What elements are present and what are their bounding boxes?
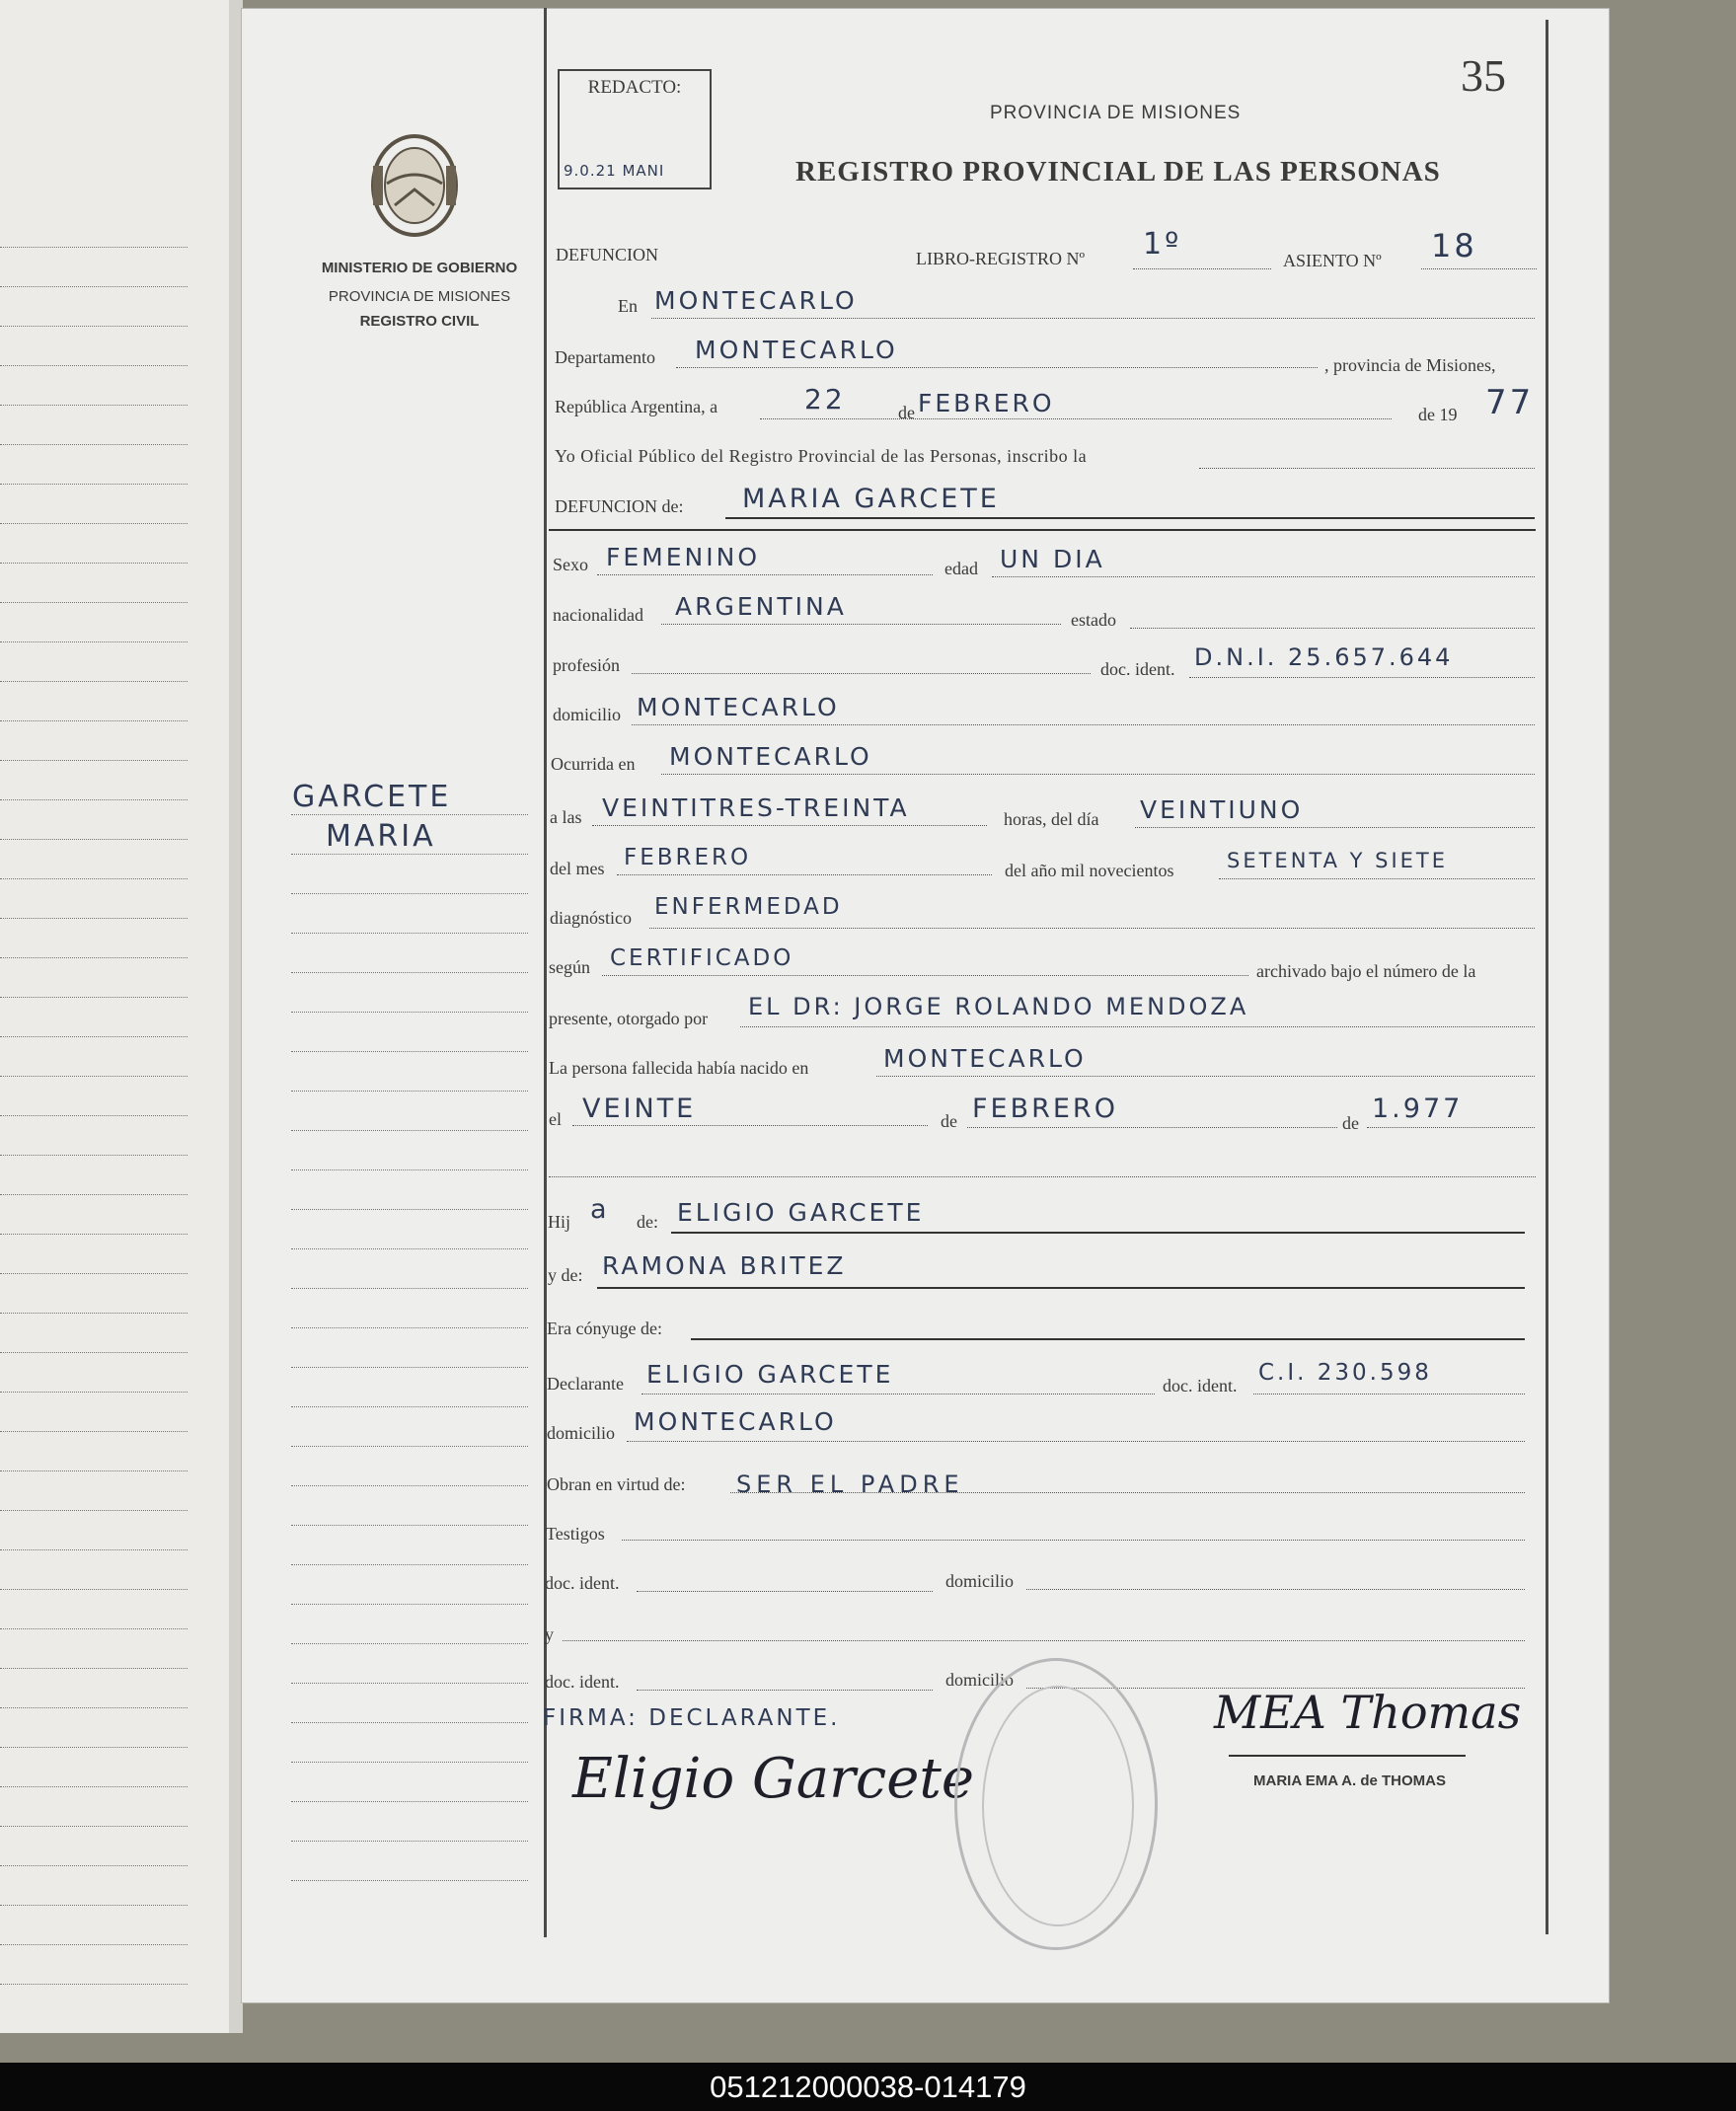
departamento-line	[676, 367, 1318, 368]
left-page-rule	[0, 1155, 188, 1156]
sexo-label: Sexo	[553, 555, 588, 574]
official-name: MARIA EMA A. de THOMAS	[1253, 1772, 1446, 1789]
diagnostico-value: ENFERMEDAD	[654, 894, 843, 920]
margin-rule	[291, 1288, 528, 1289]
declarante-dom-value: MONTECARLO	[634, 1407, 837, 1436]
left-page-rule	[0, 760, 188, 761]
ministry-line-3: REGISTRO CIVIL	[359, 313, 480, 330]
de2-label: de	[941, 1111, 957, 1131]
defuncion-de-line	[725, 517, 1535, 519]
yde-value: RAMONA BRITEZ	[602, 1251, 847, 1280]
left-page-rule	[0, 1747, 188, 1748]
en-value: MONTECARLO	[654, 286, 858, 315]
declarante-doc-label: doc. ident.	[1163, 1376, 1238, 1395]
asiento-line	[1421, 268, 1537, 269]
left-page-rule	[0, 1786, 188, 1787]
de-label: de	[898, 403, 915, 422]
left-page-rule	[0, 839, 188, 840]
dia-texto-value: VEINTIUNO	[1140, 795, 1304, 824]
y-label: y	[545, 1624, 554, 1644]
left-page-rule	[0, 918, 188, 919]
left-page-rule	[0, 720, 188, 721]
margin-rule	[291, 1248, 528, 1249]
left-page-rule	[0, 1826, 188, 1827]
left-page-rule	[0, 484, 188, 485]
left-page-rule	[0, 1313, 188, 1314]
yde-line	[597, 1287, 1525, 1289]
de3-value: 1.977	[1372, 1093, 1464, 1124]
nacionalidad-label: nacionalidad	[553, 605, 643, 625]
left-page-rule	[0, 799, 188, 800]
delmes-line	[617, 874, 992, 875]
left-page-rule	[0, 1470, 188, 1471]
registry-seal	[954, 1658, 1158, 1950]
delanio-label: del año mil novecientos	[1005, 861, 1174, 880]
column-rule-right	[1546, 20, 1548, 1934]
testigo1-dom-line	[1026, 1589, 1525, 1590]
left-page-rule	[0, 1115, 188, 1116]
left-page-rule	[0, 1392, 188, 1393]
redacto-box	[558, 69, 712, 189]
doc-ident-label: doc. ident.	[1100, 659, 1175, 679]
doc-ident-value: D.N.I. 25.657.644	[1194, 643, 1454, 671]
presente-label: presente, otorgado por	[549, 1009, 709, 1028]
el-value: VEINTE	[582, 1093, 697, 1124]
official-signature: MEA Thomas	[1214, 1686, 1522, 1739]
presente-value: EL DR: JORGE ROLANDO MENDOZA	[748, 993, 1249, 1020]
de2-value: FEBRERO	[972, 1093, 1118, 1124]
left-page-rule	[0, 523, 188, 524]
sexo-line	[597, 574, 933, 575]
left-page-rule	[0, 365, 188, 366]
departamento-label: Departamento	[555, 347, 655, 367]
conyuge-line	[691, 1338, 1525, 1340]
en-line	[651, 318, 1535, 319]
delanio-line	[1219, 878, 1535, 879]
provincia-suffix: , provincia de Misiones,	[1324, 355, 1496, 375]
declarante-doc-line	[1253, 1394, 1525, 1395]
anio-value: 77	[1485, 383, 1535, 422]
margin-rule	[291, 1446, 528, 1447]
asiento-value: 18	[1431, 227, 1477, 264]
delmes-value: FEBRERO	[624, 845, 752, 870]
registry-seal-inner-ring	[982, 1686, 1134, 1926]
margin-rule	[291, 1169, 528, 1170]
oficial-line	[1199, 468, 1535, 469]
blank-line	[549, 1176, 1536, 1177]
ocurrida-line	[661, 774, 1535, 775]
nacionalidad-value: ARGENTINA	[675, 592, 847, 621]
redacto-title: REDACTO:	[587, 77, 682, 98]
margin-rule	[291, 1880, 528, 1881]
left-page-rule	[0, 563, 188, 564]
margin-rule	[291, 1525, 528, 1526]
obran-value: SER EL PADRE	[736, 1470, 964, 1498]
margin-surname: GARCETE	[292, 780, 452, 814]
dia-texto-line	[1135, 827, 1535, 828]
defuncion-de-value: MARIA GARCETE	[742, 484, 1000, 514]
testigos-label: Testigos	[546, 1524, 605, 1544]
testigo2-line	[563, 1640, 1525, 1641]
nacido-label: La persona fallecida había nacido en	[549, 1058, 809, 1078]
anio-label: de 19	[1418, 405, 1458, 424]
departamento-value: MONTECARLO	[695, 336, 898, 364]
el-line	[572, 1125, 928, 1126]
margin-rule	[291, 1604, 528, 1605]
margin-rule	[291, 972, 528, 973]
sexo-value: FEMENINO	[606, 543, 760, 571]
margin-rule	[291, 854, 528, 855]
margin-rule	[291, 933, 528, 934]
presente-line	[740, 1026, 1535, 1027]
hij-suffix: a	[590, 1194, 610, 1225]
defuncion-label: DEFUNCION	[556, 245, 659, 264]
testigo1-doc-line	[637, 1591, 933, 1592]
declarante-doc-value: C.I. 230.598	[1258, 1360, 1432, 1386]
mes-value: FEBRERO	[918, 389, 1055, 417]
declarante-dom-label: domicilio	[547, 1423, 615, 1443]
margin-rule	[291, 1367, 528, 1368]
edad-value: UN DIA	[1000, 545, 1105, 573]
ministry-line-2: PROVINCIA DE MISIONES	[328, 288, 511, 305]
estado-label: estado	[1071, 610, 1116, 630]
margin-rule	[291, 1091, 528, 1092]
estado-line	[1130, 628, 1535, 629]
left-page-rule	[0, 405, 188, 406]
margin-rule	[291, 1485, 528, 1486]
firma-declarante-label: FIRMA: DECLARANTE.	[543, 1705, 841, 1731]
conyuge-label: Era cónyuge de:	[547, 1319, 662, 1338]
left-page-rule	[0, 1273, 188, 1274]
archivado-label: archivado bajo el número de la	[1256, 961, 1476, 981]
margin-rule	[291, 893, 528, 894]
page-number: 35	[1461, 50, 1506, 101]
left-page-rule	[0, 1707, 188, 1708]
left-page-rule	[0, 1628, 188, 1629]
declarante-label: Declarante	[547, 1374, 624, 1394]
profesion-label: profesión	[553, 655, 620, 675]
doc-ident-line	[1189, 677, 1535, 678]
segun-line	[602, 975, 1248, 976]
left-page-rule	[0, 1234, 188, 1235]
dia-value: 22	[804, 383, 846, 415]
left-page-rule	[0, 681, 188, 682]
left-page-rule	[0, 1510, 188, 1511]
segun-label: según	[549, 957, 590, 977]
left-page-rule	[0, 602, 188, 603]
obran-line	[730, 1492, 1525, 1493]
fecha-line	[760, 418, 1392, 419]
margin-rule	[291, 1683, 528, 1684]
margin-rule	[291, 1209, 528, 1210]
left-page-rule	[0, 997, 188, 998]
declarante-value: ELIGIO GARCETE	[646, 1360, 894, 1389]
left-page-rule	[0, 1352, 188, 1353]
margin-rule	[291, 814, 528, 815]
left-page-rule	[0, 1984, 188, 1985]
ministry-line-1: MINISTERIO DE GOBIERNO	[321, 260, 518, 276]
obran-label: Obran en virtud de:	[547, 1474, 686, 1494]
left-page-rule	[0, 247, 188, 248]
testigo1-dom-label: domicilio	[945, 1571, 1014, 1591]
margin-rule	[291, 1130, 528, 1131]
margin-rule	[291, 1327, 528, 1328]
left-page	[0, 0, 232, 2033]
domicilio-label: domicilio	[553, 705, 621, 724]
redacto-handwritten: 9.0.21 MANI	[564, 162, 665, 180]
testigos-line	[622, 1540, 1525, 1541]
hij-label: Hij	[548, 1212, 571, 1232]
de3-line	[1367, 1127, 1535, 1128]
margin-given-name: MARIA	[326, 819, 436, 854]
horas-value: VEINTITRES-TREINTA	[602, 793, 910, 822]
declarante-signature: Eligio Garcete	[572, 1747, 975, 1811]
nacido-line	[876, 1076, 1535, 1077]
left-page-rule	[0, 1549, 188, 1550]
ocurrida-label: Ocurrida en	[551, 754, 636, 774]
oficial-text: Yo Oficial Público del Registro Provincial de las Personas, inscribo la	[555, 446, 1088, 466]
left-page-rule	[0, 444, 188, 445]
margin-rule	[291, 1762, 528, 1763]
margin-rule	[291, 1564, 528, 1565]
diagnostico-line	[649, 928, 1535, 929]
delanio-value: SETENTA Y SIETE	[1227, 849, 1449, 872]
left-page-rule	[0, 1668, 188, 1669]
margin-rule	[291, 1722, 528, 1723]
left-page-rule	[0, 1076, 188, 1077]
nacionalidad-line	[661, 624, 1061, 625]
edad-label: edad	[944, 559, 978, 578]
hij-de-label: de:	[637, 1212, 658, 1232]
horas-line	[592, 825, 987, 826]
de3-label: de	[1342, 1113, 1359, 1133]
left-page-rule	[0, 1194, 188, 1195]
edad-line	[992, 576, 1535, 577]
testigo2-doc-line	[637, 1690, 933, 1691]
official-signature-line	[1229, 1755, 1466, 1757]
domicilio-value: MONTECARLO	[637, 693, 840, 721]
left-page-rule	[0, 286, 188, 287]
registry-title: REGISTRO PROVINCIAL DE LAS PERSONAS	[795, 156, 1441, 188]
hij-line	[671, 1232, 1525, 1234]
libro-value: 1º	[1143, 227, 1182, 262]
testigo1-doc-label: doc. ident.	[545, 1573, 620, 1593]
footer-code: 051212000038-014179	[710, 2070, 1026, 2104]
declarante-line	[642, 1394, 1155, 1395]
declarante-dom-line	[627, 1441, 1525, 1442]
diagnostico-label: diagnóstico	[550, 908, 632, 928]
left-page-rule	[0, 878, 188, 879]
left-page-rule	[0, 326, 188, 327]
left-page-rule	[0, 1905, 188, 1906]
margin-rule	[291, 1801, 528, 1802]
left-page-rule	[0, 1865, 188, 1866]
testigo2-dom-label: domicilio	[945, 1670, 1014, 1690]
hij-value: ELIGIO GARCETE	[677, 1198, 925, 1227]
testigo2-doc-label: doc. ident.	[545, 1672, 620, 1692]
left-page-rule	[0, 641, 188, 642]
ocurrida-value: MONTECARLO	[669, 742, 872, 771]
horas-label: horas, del día	[1004, 809, 1099, 829]
left-page-rule	[0, 957, 188, 958]
left-page-rule	[0, 1036, 188, 1037]
asiento-label: ASIENTO Nº	[1283, 251, 1382, 270]
margin-rule	[291, 1012, 528, 1013]
defuncion-de-label: DEFUNCION de:	[555, 496, 684, 516]
province-heading: PROVINCIA DE MISIONES	[990, 103, 1242, 123]
domicilio-line	[632, 724, 1535, 725]
column-rule-left	[544, 8, 547, 1937]
margin-rule	[291, 1841, 528, 1842]
libro-label: LIBRO-REGISTRO Nº	[916, 249, 1086, 268]
en-label: En	[618, 296, 638, 316]
profesion-line	[632, 673, 1091, 674]
defuncion-de-rule	[549, 529, 1536, 531]
coat-of-arms-icon	[365, 126, 464, 243]
libro-line	[1133, 268, 1271, 269]
segun-value: CERTIFICADO	[610, 945, 794, 971]
republica-label: República Argentina, a	[555, 397, 718, 416]
left-page-rule	[0, 1589, 188, 1590]
margin-rule	[291, 1643, 528, 1644]
alas-label: a las	[550, 807, 582, 827]
de2-line	[967, 1127, 1337, 1128]
left-page-rule	[0, 1431, 188, 1432]
yde-label: y de:	[548, 1265, 583, 1285]
nacido-value: MONTECARLO	[883, 1044, 1087, 1073]
margin-rule	[291, 1051, 528, 1052]
margin-rule	[291, 1406, 528, 1407]
delmes-label: del mes	[550, 859, 605, 878]
el-label: el	[549, 1109, 562, 1129]
left-page-rule	[0, 1944, 188, 1945]
